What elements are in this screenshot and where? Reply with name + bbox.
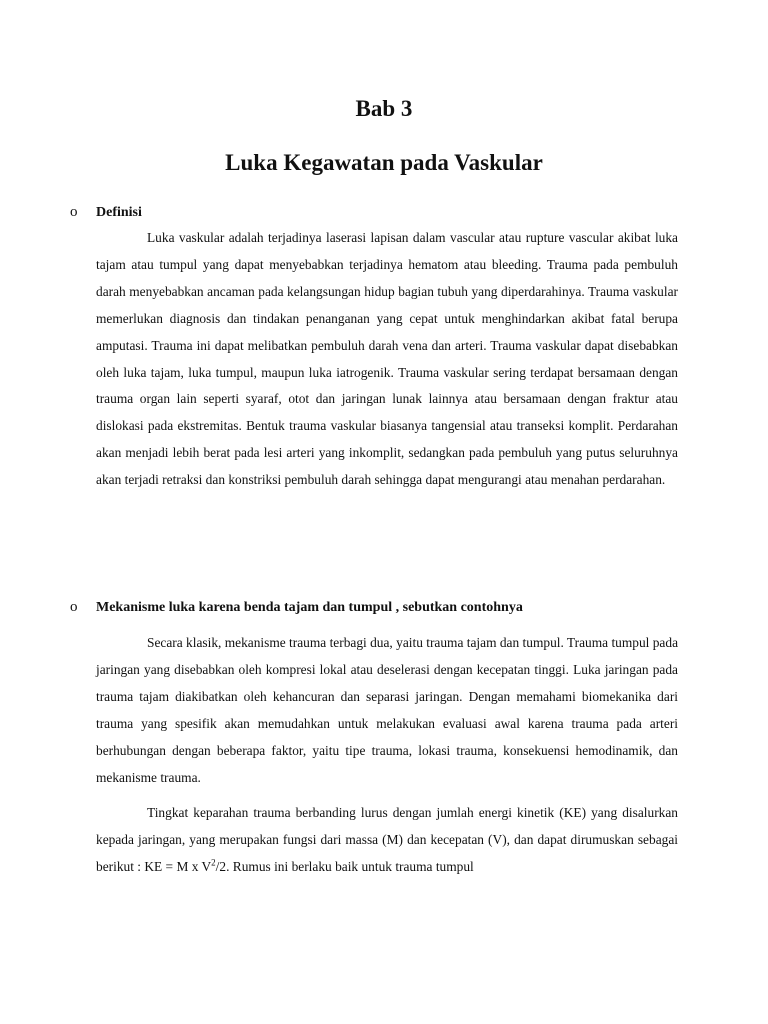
paragraph-definisi: Luka vaskular adalah terjadinya laserasi lapisan dalam vascular atau rupture vascular akibat luka tajam atau tumpul yang dapat menyebabkan terjadinya hematom atau bleeding. Trauma pada pembuluh darah menyebabkan ancaman pada kelangsungan hidup bagian tubuh yang diperdarahinya. Trauma vaskular memerlukan diagnosis dan tindakan penanganan yang cepat untuk menghindarkan akibat fatal berupa amputasi. Trauma ini dapat melibatkan pembuluh darah vena dan arteri. Trauma vaskular dapat disebabkan oleh luka tajam, luka tumpul, maupun luka iatrogenik. Trauma vaskular sering terdapat bersamaan dengan trauma organ lain seperti syaraf, otot dan jaringan lunak lainnya atau bersamaan dengan fraktur atau dislokasi pada ekstremitas. Bentuk trauma vaskular biasanya tangensial atau transeksi komplit. Perdarahan akan menjadi lebih berat pada lesi arteri yang inkomplit, sedangkan pada pembuluh yang putus seluruhnya akan terjadi retraksi dan konstriksi pembuluh darah sehingga dapat mengurangi atau menahan perdarahan. <box>96 230 678 488</box>
document-title: Luka Kegawatan pada Vaskular <box>225 150 543 175</box>
formula-superscript: 2 <box>211 857 216 868</box>
bullet-icon: o <box>70 204 78 220</box>
section-heading-definisi <box>70 202 708 223</box>
formula-text-after: /2. Rumus ini berlaku baik untuk trauma tumpul <box>215 858 474 874</box>
section-heading-mekanisme <box>70 597 708 618</box>
chapter-heading: Bab 3 <box>355 96 413 121</box>
section-heading-text: Definisi <box>96 205 142 220</box>
section-heading-text: Mekanisme luka karena benda tajam dan tumpul , sebutkan contohnya <box>96 600 523 615</box>
paragraph-energi-kinetik <box>96 800 678 881</box>
paragraph-mekanisme: Secara klasik, mekanisme trauma terbagi dua, yaitu trauma tajam dan tumpul. Trauma tumpul pada jaringan yang disebabkan oleh kompresi lokal atau deselerasi dengan kecepatan tinggi. Luka jaringan pada trauma tajam diakibatkan oleh kehancuran dan separasi jaringan. Dengan memahami biomekanika dari trauma yang spesifik akan memudahkan untuk melakukan evaluasi awal karena trauma pada arteri berhubungan dengan beberapa faktor, yaitu tipe trauma, lokasi trauma, konsekuensi hemodinamik, dan mekanisme trauma. <box>96 635 679 785</box>
formula-text-before: Tingkat keparahan trauma berbanding lurus dengan jumlah energi kinetik (KE) yang disalurkan kepada jaringan, yang merupakan fungsi dari massa (M) dan kecepatan (V), dan dapat dirumuskan sebagai berikut : KE = M x V <box>96 805 678 874</box>
bullet-icon: o <box>70 599 78 615</box>
